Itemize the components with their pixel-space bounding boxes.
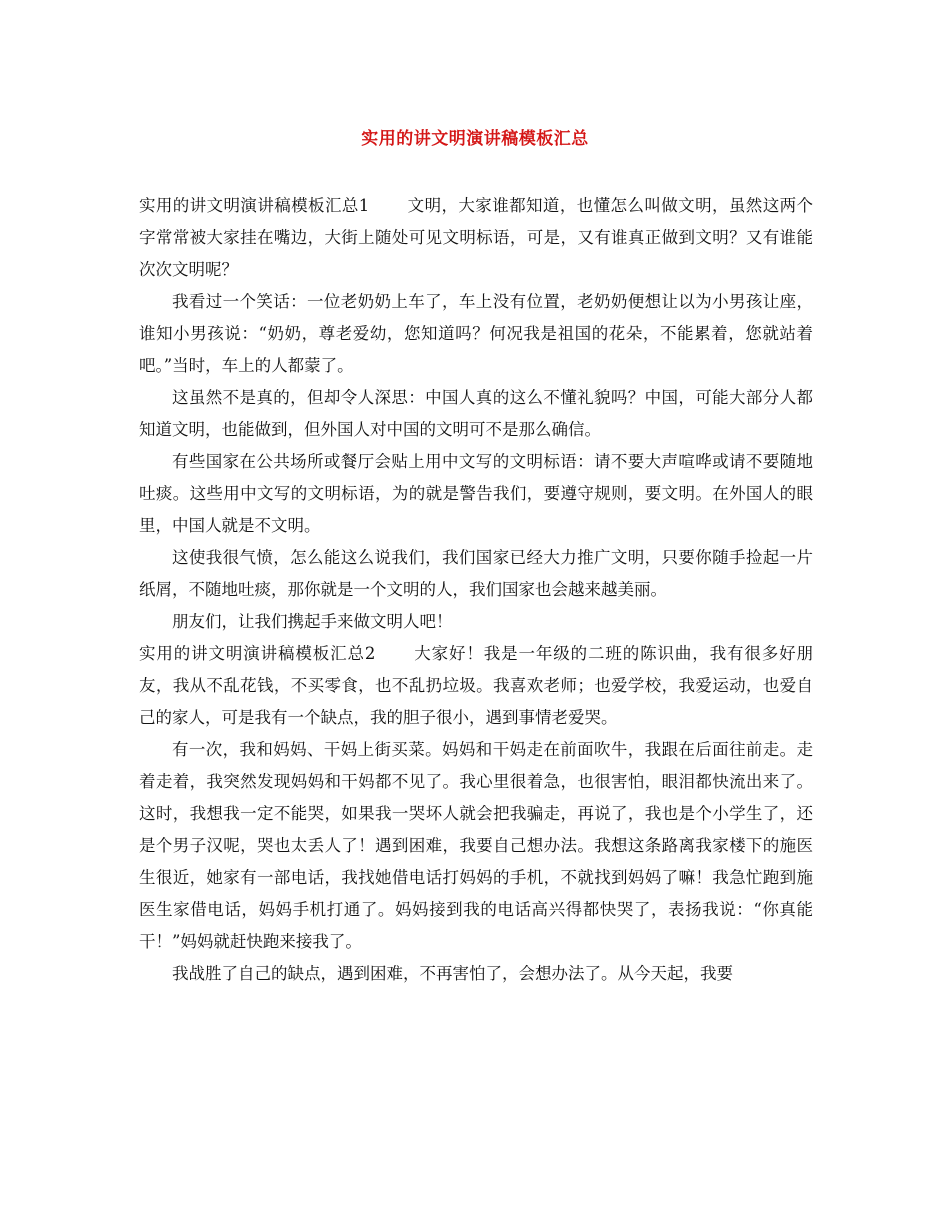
section-1-lead-text: 文明，大家谁都知道，也懂怎么叫做文明，虽然这两个字常常被大家挂在嘴边，大街上随处可见文明标语，可是，又有谁真正做到文明？又有谁能次次文明呢？ <box>139 196 814 279</box>
section-1-paragraph-4: 这使我很气愤，怎么能这么说我们，我们国家已经大力推广文明，只要你随手捡起一片纸屑，不随地吐痰，那你就是一个文明的人，我们国家也会越来越美丽。 <box>139 548 813 599</box>
document-title: 实用的讲文明演讲稿模板汇总 <box>361 129 589 149</box>
section-1-paragraph-1: 我看过一个笑话：一位老奶奶上车了，车上没有位置，老奶奶便想让以为小男孩让座，谁知小男孩说：“奶奶，尊老爱幼，您知道吗？何况我是祖国的花朵，不能累着，您就站着吧。”当时，车上的人都蒙了。 <box>139 292 813 375</box>
section-1-paragraph-5: 朋友们，让我们携起手来做文明人吧！ <box>172 612 453 631</box>
section-2-lead-text: 大家好！我是一年级的二班的陈识曲，我有很多好朋友，我从不乱花钱，不买零食，也不乱扔垃圾。我喜欢老师；也爱学校，我爱运动，也爱自己的家人，可是我有一个缺点，我的胆子很小，遇到事情老爱哭。 <box>139 644 813 727</box>
section-1-heading: 实用的讲文明演讲稿模板汇总1 <box>139 196 370 215</box>
document-body <box>139 190 813 990</box>
section-1-paragraph-2: 这虽然不是真的，但却令人深思：中国人真的这么不懂礼貌吗？中国，可能大部分人都知道文明，也能做到，但外国人对中国的文明可不是那么确信。 <box>139 388 813 439</box>
section-2-lead-paragraph <box>139 638 813 734</box>
section-1-paragraph-3: 有些国家在公共场所或餐厅会贴上用中文写的文明标语：请不要大声喧哗或请不要随地吐痰。这些用中文写的文明标语，为的就是警告我们，要遵守规则，要文明。在外国人的眼里，中国人就是不文明。 <box>139 452 813 535</box>
section-2-paragraph-2: 我战胜了自己的缺点，遇到困难，不再害怕了，会想办法了。从今天起，我要 <box>172 964 733 983</box>
section-2-heading: 实用的讲文明演讲稿模板汇总2 <box>139 644 376 663</box>
section-2-paragraph-1: 有一次，我和妈妈、干妈上街买菜。妈妈和干妈走在前面吹牛，我跟在后面往前走。走着走着，我突然发现妈妈和干妈都不见了。我心里很着急，也很害怕，眼泪都快流出来了。这时，我想我一定不能哭，如果我一哭坏人就会把我骗走，再说了，我也是个小学生了，还是个男子汉呢，哭也太丢人了！遇到困难，我要自己想办法。我想这条路离我家楼下的施医生很近，她家有一部电话，我找她借电话打妈妈的手机，不就找到妈妈了嘛！我急忙跑到施医生家借电话，妈妈手机打通了。妈妈接到我的电话高兴得都快哭了，表扬我说：“你真能干！”妈妈就赶快跑来接我了。 <box>139 740 813 951</box>
section-1-lead-paragraph <box>139 190 813 286</box>
